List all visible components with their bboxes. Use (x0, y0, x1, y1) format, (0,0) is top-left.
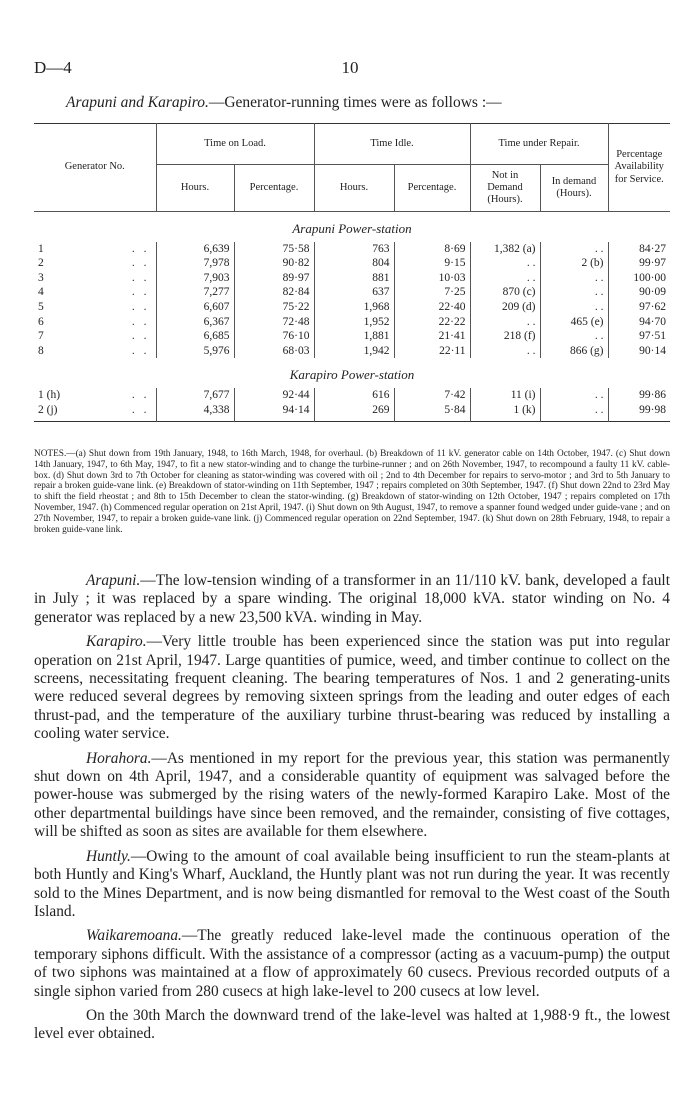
cell-load-percentage: 76·10 (234, 329, 314, 344)
cell-load-percentage: 75·58 (234, 242, 314, 257)
cell-idle-hours: 1,968 (314, 300, 394, 315)
cell-idle-percentage: 22·11 (394, 344, 470, 359)
cell-load-hours: 6,367 (156, 315, 234, 330)
paragraph-text: —As mentioned in my report for the previous year, this station was permanently shut down on 4th April, 1947, and a considerable quantity of equipment was salvaged before the power-house was submerged by the rising waters of the newly-formed Karapiro Lake. Most of the other departmental buildings have since been removed, and the remainder, consisting of five cottages, will be shifted as soon as sites are available for them elsewhere. (34, 749, 670, 841)
cell-idle-hours: 881 (314, 271, 394, 286)
cell-load-hours: 7,277 (156, 285, 234, 300)
cell-not-in-demand: 218 (f) (470, 329, 540, 344)
paragraph-lead: Huntly. (86, 847, 131, 865)
header-generator-no: Generator No. (34, 124, 156, 212)
header-idle-percentage: Percentage. (394, 165, 470, 212)
cell-availability: 99·98 (639, 403, 666, 416)
cell-load-hours: 6,685 (156, 329, 234, 344)
cell-not-in-demand: . . (470, 271, 540, 286)
cell-in-demand: . . (540, 388, 608, 403)
cell-load-percentage: 89·97 (234, 271, 314, 286)
cell-load-hours: 7,978 (156, 256, 234, 271)
cell-generator-no: 6 (38, 315, 44, 328)
table-row (34, 315, 670, 330)
paragraph-text: —Very little trouble has been experienced since the station was put into regular operation on 21st April, 1947. Large quantities of pumice, weed, and timber continue to collect on the screens, necessitating frequent cleaning. The bearing temperatures of Nos. 1 and 2 generating-units were reduced several degrees by removing sixteen springs from the leading and outer edges of each thrust-pad, and the temperature of the auxiliary turbine thrust-bearing was reduced by installing a cooling water service. (34, 633, 670, 743)
cell-leader-dots: . . (110, 271, 156, 286)
paragraph-lead: Waikaremoana. (86, 927, 182, 945)
cell-not-in-demand: . . (470, 344, 540, 359)
cell-idle-percentage: 9·15 (394, 256, 470, 271)
cell-idle-hours: 616 (314, 388, 394, 403)
cell-leader-dots: . . (110, 388, 156, 403)
paragraph (34, 848, 670, 922)
cell-idle-percentage: 8·69 (394, 242, 470, 257)
table-row (34, 344, 670, 359)
report-body (34, 572, 670, 1050)
table-row (34, 285, 670, 300)
cell-leader-dots: . . (110, 285, 156, 300)
cell-load-percentage: 90·82 (234, 256, 314, 271)
paragraph (34, 572, 670, 627)
generator-times-table (34, 123, 670, 422)
cell-generator-no: 2 (38, 257, 44, 270)
cell-idle-hours: 1,881 (314, 329, 394, 344)
cell-availability: 97·62 (639, 300, 666, 313)
cell-not-in-demand: . . (470, 315, 540, 330)
cell-in-demand: . . (540, 403, 608, 422)
cell-load-hours: 5,976 (156, 344, 234, 359)
cell-idle-hours: 269 (314, 403, 394, 422)
cell-load-percentage: 82·84 (234, 285, 314, 300)
caption-rest: —Generator-running times were as follows :— (208, 94, 502, 111)
paragraph (34, 927, 670, 1001)
table-row (34, 403, 670, 422)
table-row (34, 256, 670, 271)
cell-generator-no: 3 (38, 271, 44, 284)
karapiro-section (34, 358, 670, 421)
paragraph-text: —Owing to the amount of coal available being insufficient to run the steam-plants at both Huntly and King's Wharf, Auckland, the Huntly plant was not run during the year. It was recently sold to the Mines Department, and is now being dismantled for removal to the West coast of the South Island. (34, 847, 670, 920)
cell-not-in-demand: 870 (c) (470, 285, 540, 300)
table-row (34, 329, 670, 344)
table-row (34, 271, 670, 286)
cell-availability: 94·70 (639, 315, 666, 328)
cell-not-in-demand: 1,382 (a) (470, 242, 540, 257)
cell-load-hours: 4,338 (156, 403, 234, 422)
cell-in-demand: . . (540, 271, 608, 286)
cell-generator-no: 1 (h) (38, 388, 61, 401)
cell-availability: 100·00 (633, 271, 666, 284)
header-time-idle: Time Idle. (314, 124, 470, 165)
report-code: D—4 (34, 58, 72, 77)
cell-load-percentage: 75·22 (234, 300, 314, 315)
cell-load-percentage: 94·14 (234, 403, 314, 422)
cell-idle-percentage: 10·03 (394, 271, 470, 286)
section-title: Arapuni Power-station (292, 221, 412, 236)
cell-leader-dots: . . (110, 344, 156, 359)
paragraph-text: On the 30th March the downward trend of the lake-level was halted at 1,988·9 ft., the lowest level ever obtained. (34, 1006, 670, 1043)
header-time-on-load: Time on Load. (156, 124, 314, 165)
cell-generator-no: 7 (38, 330, 44, 343)
cell-load-hours: 6,639 (156, 242, 234, 257)
cell-idle-percentage: 22·22 (394, 315, 470, 330)
cell-load-percentage: 92·44 (234, 388, 314, 403)
cell-idle-hours: 763 (314, 242, 394, 257)
paragraph (34, 633, 670, 743)
paragraph-lead: Arapuni. (86, 572, 141, 589)
cell-availability: 84·27 (639, 242, 666, 255)
header-load-percentage: Percentage. (234, 165, 314, 212)
cell-idle-hours: 637 (314, 285, 394, 300)
cell-in-demand: . . (540, 285, 608, 300)
header-time-under-repair: Time under Repair. (470, 124, 608, 165)
arapuni-section (34, 212, 670, 359)
paragraph-lead: Horahora. (86, 749, 152, 767)
header-load-hours: Hours. (156, 165, 234, 212)
cell-availability: 99·97 (639, 257, 666, 270)
cell-load-percentage: 72·48 (234, 315, 314, 330)
cell-leader-dots: . . (110, 329, 156, 344)
cell-idle-hours: 1,942 (314, 344, 394, 359)
cell-in-demand: . . (540, 329, 608, 344)
header-in-demand: In demand (Hours). (540, 165, 608, 212)
cell-leader-dots: . . (110, 242, 156, 257)
cell-in-demand: 866 (g) (540, 344, 608, 359)
header-idle-hours: Hours. (314, 165, 394, 212)
cell-availability: 99·86 (639, 388, 666, 401)
table-row (34, 242, 670, 257)
cell-not-in-demand: 1 (k) (470, 403, 540, 422)
cell-not-in-demand: 11 (i) (470, 388, 540, 403)
paragraph (34, 1007, 670, 1044)
cell-availability: 90·09 (639, 286, 666, 299)
cell-generator-no: 2 (j) (38, 403, 58, 416)
cell-generator-no: 8 (38, 344, 44, 357)
paragraph-text: —The greatly reduced lake-level made the continuous operation of the temporary siphons difficult. With the assistance of a compressor (acting as a vacuum-pump) the output of two siphons was maintained at a flow of approximately 60 cusecs. Previous recorded outputs of a single siphon varied from 280 cusecs at high lake-level to 200 cusecs at low level. (34, 927, 670, 1000)
cell-leader-dots: . . (110, 300, 156, 315)
table-caption (66, 94, 502, 112)
cell-generator-no: 4 (38, 286, 44, 299)
cell-generator-no: 5 (38, 300, 44, 313)
cell-leader-dots: . . (110, 403, 156, 422)
cell-idle-percentage: 5·84 (394, 403, 470, 422)
cell-idle-percentage: 7·25 (394, 285, 470, 300)
cell-in-demand: . . (540, 242, 608, 257)
paragraph (34, 750, 670, 842)
page-number: 10 (341, 58, 359, 77)
table-row (34, 300, 670, 315)
cell-availability: 90·14 (639, 344, 666, 357)
cell-idle-hours: 1,952 (314, 315, 394, 330)
cell-not-in-demand: . . (470, 256, 540, 271)
section-title: Karapiro Power-station (289, 367, 415, 383)
cell-leader-dots: . . (110, 256, 156, 271)
cell-load-hours: 7,677 (156, 388, 234, 403)
cell-in-demand: 465 (e) (540, 315, 608, 330)
cell-load-percentage: 68·03 (234, 344, 314, 359)
header-percentage-availability: Percentage Availability for Service. (614, 149, 664, 185)
header-not-in-demand: Not in Demand (Hours). (470, 165, 540, 212)
cell-idle-hours: 804 (314, 256, 394, 271)
cell-not-in-demand: 209 (d) (470, 300, 540, 315)
paragraph-lead: Karapiro. (86, 633, 147, 651)
cell-in-demand: . . (540, 300, 608, 315)
table-row (34, 388, 670, 403)
cell-idle-percentage: 22·40 (394, 300, 470, 315)
cell-leader-dots: . . (110, 315, 156, 330)
cell-in-demand: 2 (b) (540, 256, 608, 271)
table-notes: NOTES.—(a) Shut down from 19th January, 1948, to 16th March, 1948, for overhaul. (b) Breakdown of 11 kV. generator cable on 14th October, 1947. (c) Shut down 14th January, 1947, to 6th May, 1947, to fit a new stator-winding and to change the turbine-runner ; and on 26th November, 1947, to recompound a faulty 11 kV. cable-box. (d) Shut down 3rd to 7th October for cleaning as stator-winding was covered with oil ; 2nd to 4th December for repairs to servo-motor ; and 3rd to 5th January to repair a broken guide-vane link. (e) Breakdown of stator-winding on 11th September, 1947 ; repairs completed on 30th September, 1947. (f) Shut down 22nd to 23rd May to shift the field rheostat ; and 8th to 15th December to clean the stator-winding. (g) Breakdown of stator-winding on 12th October, 1947 ; repairs completed on 17th November, 1947. (h) Commenced regular operation on 21st April, 1947. (i) Shut down on 9th August, 1947, to remove a spanner found wedged under guide-vane ; and on 27th November, 1947, to repair a broken guide-vane link. (j) Commenced regular operation on 22nd September, 1947. (k) Shut down on 28th February, 1948, to repair a broken guide-vane link. (34, 449, 670, 535)
paragraph-text: —The low-tension winding of a transformer in an 11/110 kV. bank, developed a fault in July ; it was replaced by a spare winding. The original 18,000 kVA. stator winding on No. 4 generator was replaced by a new 23,500 kVA. winding in May. (34, 572, 670, 626)
cell-load-hours: 7,903 (156, 271, 234, 286)
cell-idle-percentage: 21·41 (394, 329, 470, 344)
caption-italic: Arapuni and Karapiro. (66, 94, 209, 111)
cell-availability: 97·51 (639, 330, 666, 343)
cell-idle-percentage: 7·42 (394, 388, 470, 403)
cell-load-hours: 6,607 (156, 300, 234, 315)
cell-generator-no: 1 (38, 242, 44, 255)
